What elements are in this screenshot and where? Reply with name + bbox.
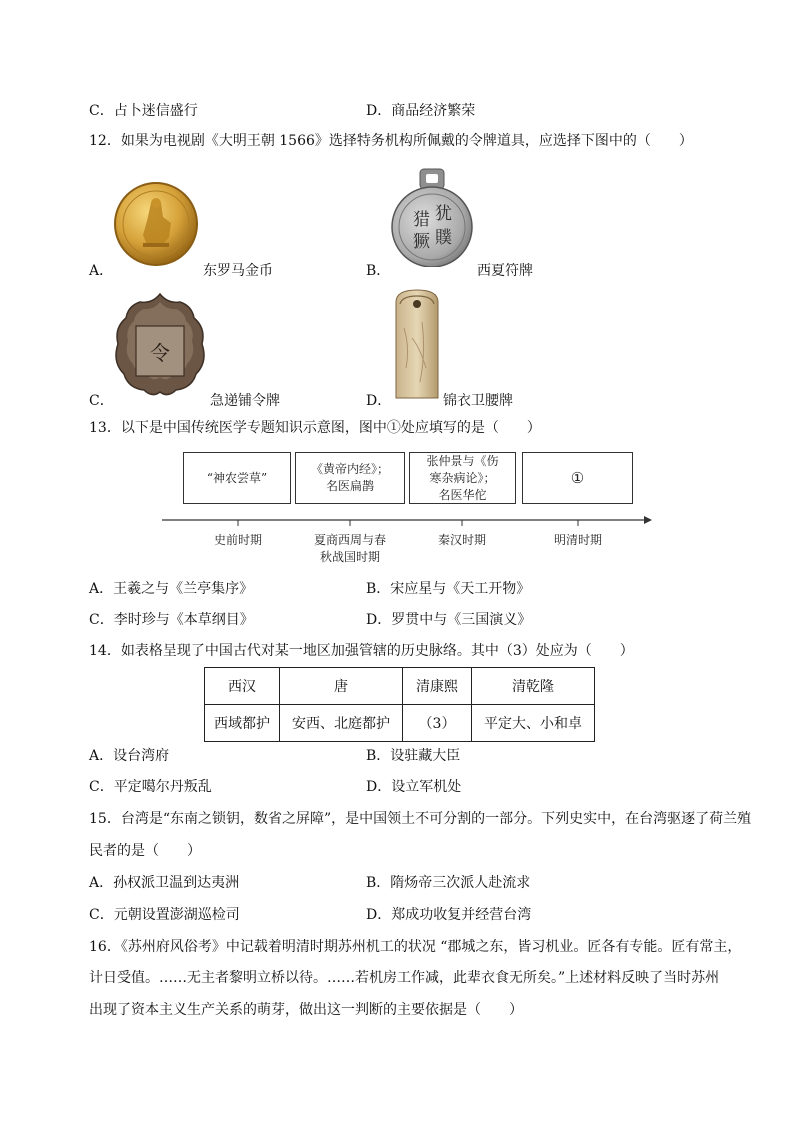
period-label-4-text: 明清时期 [553, 533, 602, 547]
q14-option-a[interactable]: A．设台湾府 [89, 748, 170, 764]
table-row [205, 705, 595, 742]
table-cell: 西域都护 [205, 705, 280, 742]
q15-option-d[interactable]: D．郑成功收复并经营台湾 [366, 907, 532, 923]
diagram-box-4 [522, 452, 633, 504]
tally-glyph-4: 贌 [435, 228, 452, 248]
q15-stem-line2: 民者的是（ ） [89, 843, 201, 859]
tally-glyph-2: 犹 [435, 204, 452, 224]
q15-stem-line1: 15．台湾是“东南之锁钥，数省之屏障”，是中国领土不可分割的一部分。下列史实中，在台湾驱逐了荷兰殖 [89, 811, 752, 827]
q14-table [204, 667, 595, 742]
table-cell: （3） [403, 705, 472, 742]
q11-option-c[interactable]: C．占卜迷信盛行 [89, 103, 198, 119]
q14-option-d[interactable]: D．设立军机处 [366, 779, 462, 795]
q13-stem: 13．以下是中国传统医学专题知识示意图，图中①处应填写的是（ ） [89, 420, 541, 436]
q15-option-a[interactable]: A．孙权派卫温到达夷洲 [89, 875, 240, 891]
q16-text-line3: 出现了资本主义生产关系的萌芽，做出这一判断的主要依据是（ ） [89, 1002, 523, 1018]
period-label-2-line1: 夏商西周与春 [313, 533, 386, 547]
period-label-2-line2: 秋战国时期 [319, 550, 380, 564]
diagram-box-2-line1: 《黄帝内经》； [310, 462, 389, 476]
period-label-3-text: 秦汉时期 [437, 533, 486, 547]
timeline-axis [160, 510, 652, 534]
q14-option-c[interactable]: C．平定噶尔丹叛乱 [89, 779, 212, 795]
q12-option-b-caption: 西夏符牌 [477, 263, 533, 279]
table-cell: 安西、北庭都护 [280, 705, 403, 742]
q12-option-a-letter[interactable]: A． [89, 263, 114, 279]
table-header-cell: 唐 [280, 668, 403, 705]
table-cell: 平定大、小和卓 [472, 705, 595, 742]
table-header-cell: 清乾隆 [472, 668, 595, 705]
diagram-box-1-text: “神农尝草” [206, 470, 268, 485]
q14-option-b[interactable]: B．设驻藏大臣 [366, 748, 461, 764]
q11-option-d[interactable]: D．商品经济繁荣 [366, 103, 476, 119]
q12-option-c-caption: 急递铺令牌 [210, 393, 280, 409]
q12-option-d-caption: 锦衣卫腰牌 [443, 393, 513, 409]
diagram-box-3-line3: 名医华佗 [438, 487, 487, 502]
table-row [205, 668, 595, 705]
period-label-1 [198, 532, 278, 549]
period-label-2 [300, 532, 400, 566]
q12-option-b-letter[interactable]: B． [366, 263, 391, 279]
q13-option-d[interactable]: D．罗贯中与《三国演义》 [366, 612, 532, 628]
diagram-box-3-line2: 寒杂病论》； [429, 470, 496, 485]
diagram-box-2-line2: 名医扁鹊 [325, 479, 374, 493]
period-label-3 [422, 532, 502, 549]
token-glyph: 令 [150, 341, 170, 365]
jinyiwei-badge-image [392, 288, 442, 400]
q13-option-a[interactable]: A．王羲之与《兰亭集序》 [89, 581, 254, 597]
table-header-cell: 西汉 [205, 668, 280, 705]
gold-coin-image [113, 181, 199, 267]
diagram-box-3 [409, 452, 516, 504]
q16-text-line2: 计日受值。……无主者黎明立桥以待。……若机房工作减，此辈衣食无所矣。”上述材料反映了当时苏州 [89, 970, 720, 986]
q12-option-d-letter[interactable]: D． [366, 393, 392, 409]
diagram-box-3-line1: 张仲景与《伤 [426, 453, 499, 468]
period-label-4 [538, 532, 618, 549]
q16-text-line1: 16．《苏州府风俗考》中记载着明清时期苏州机工的状况 “郡城之东，皆习机业。匠各有专能。匠有常主， [89, 939, 742, 955]
q12-stem: 12．如果为电视剧《大明王朝 1566》选择特务机构所佩戴的令牌道具，应选择下图中的（ ） [89, 133, 693, 149]
q14-stem: 14．如表格呈现了中国古代对某一地区加强管辖的历史脉络。其中（3）处应为（ ） [89, 643, 634, 659]
period-label-1-text: 史前时期 [213, 533, 262, 547]
q13-option-c[interactable]: C．李时珍与《本草纲目》 [89, 612, 254, 628]
q15-option-b[interactable]: B．隋炀帝三次派人赴流求 [366, 875, 531, 891]
diagram-box-4-text: ① [570, 468, 585, 487]
diagram-box-1 [183, 452, 291, 504]
xixia-tally-image [387, 167, 477, 267]
courier-token-image [112, 290, 208, 400]
diagram-box-2 [295, 452, 405, 504]
q15-option-c[interactable]: C．元朝设置澎湖巡检司 [89, 907, 240, 923]
q12-option-c-letter[interactable]: C． [89, 393, 114, 409]
q13-option-b[interactable]: B．宋应星与《天工开物》 [366, 581, 531, 597]
table-header-cell: 清康熙 [403, 668, 472, 705]
q12-option-a-caption: 东罗马金币 [203, 263, 273, 279]
tally-glyph-1: 猎 [413, 210, 430, 230]
tally-glyph-3: 獗 [413, 232, 430, 252]
